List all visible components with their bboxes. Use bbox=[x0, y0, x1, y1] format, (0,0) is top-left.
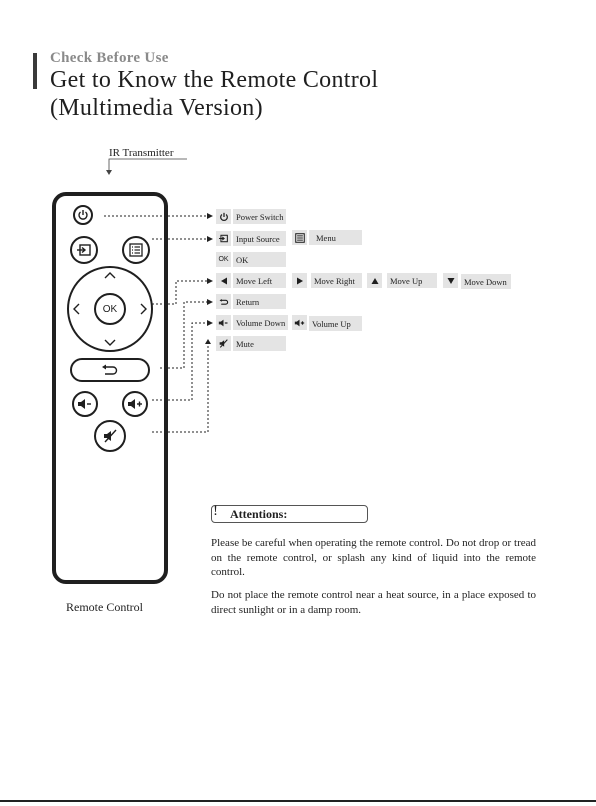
volume-up-icon bbox=[127, 398, 143, 410]
page-title-line2: (Multimedia Version) bbox=[50, 95, 263, 121]
legend-mute-label: Mute bbox=[233, 336, 286, 351]
remote-volume-up-button[interactable] bbox=[122, 391, 148, 417]
legend-menu bbox=[292, 230, 307, 245]
power-icon bbox=[77, 209, 89, 221]
legend-volume-down bbox=[216, 315, 231, 330]
remote-mute-button[interactable] bbox=[94, 420, 126, 452]
footer-rule bbox=[0, 800, 596, 802]
attention-title: Attentions: bbox=[230, 507, 288, 521]
volume-up-icon bbox=[294, 319, 305, 327]
arrow-left-icon bbox=[74, 304, 79, 314]
remote-control-body bbox=[52, 192, 168, 584]
legend-move-right-label: Move Right bbox=[311, 273, 362, 288]
legend-volume-up bbox=[292, 315, 307, 330]
legend-input-source bbox=[216, 231, 231, 246]
power-icon bbox=[219, 212, 229, 222]
remote-ok-button[interactable]: OK bbox=[94, 293, 126, 325]
warning-icon: ! bbox=[213, 503, 218, 519]
mute-icon bbox=[102, 429, 118, 443]
attention-paragraph-1: Please be careful when operating the remote control. Do not drop or tread on the remote control, or splash any kind of liquid into the remote control. bbox=[211, 537, 536, 578]
arrow-down-icon bbox=[105, 340, 115, 345]
return-icon bbox=[219, 298, 229, 306]
legend-volume-down-label: Volume Down bbox=[233, 315, 288, 330]
remote-return-button[interactable] bbox=[70, 358, 150, 382]
arrow-up-icon bbox=[371, 277, 379, 285]
arrow-right-icon bbox=[296, 277, 304, 285]
legend-return-label: Return bbox=[233, 294, 286, 309]
arrow-left-icon bbox=[220, 277, 228, 285]
legend-move-left bbox=[216, 273, 231, 288]
legend-volume-up-label: Volume Up bbox=[309, 316, 362, 331]
legend-power-label: Power Switch bbox=[233, 209, 286, 224]
legend-move-right bbox=[292, 273, 307, 288]
legend-ok-label: OK bbox=[233, 252, 286, 267]
legend-return bbox=[216, 294, 231, 309]
remote-menu-button[interactable] bbox=[122, 236, 150, 264]
remote-power-button[interactable] bbox=[73, 205, 93, 225]
arrow-right-icon bbox=[141, 304, 146, 314]
legend-move-up bbox=[367, 273, 382, 288]
volume-down-icon bbox=[218, 319, 229, 327]
input-source-icon bbox=[218, 234, 229, 243]
attention-paragraph-2: Do not place the remote control near a heat source, in a place exposed to direct sunlight or in a damp room. bbox=[211, 589, 536, 616]
remote-input-source-button[interactable] bbox=[70, 236, 98, 264]
page-title-line1: Get to Know the Remote Control bbox=[50, 67, 379, 93]
legend-mute bbox=[216, 336, 231, 351]
section-title: Check Before Use bbox=[50, 50, 169, 66]
legend-move-down-label: Move Down bbox=[461, 274, 511, 289]
legend-move-left-label: Move Left bbox=[233, 273, 286, 288]
mute-icon bbox=[218, 339, 229, 348]
legend-move-up-label: Move Up bbox=[387, 273, 437, 288]
input-source-icon bbox=[76, 243, 92, 257]
legend-menu-label: Menu bbox=[309, 230, 362, 245]
legend-input-source-label: Input Source bbox=[233, 231, 286, 246]
arrow-up-icon bbox=[105, 273, 115, 278]
return-icon bbox=[101, 364, 119, 376]
volume-down-icon bbox=[77, 398, 93, 410]
legend-ok-icon: OK bbox=[216, 252, 231, 267]
arrow-down-icon bbox=[447, 277, 455, 285]
legend-move-down bbox=[443, 273, 458, 288]
ir-transmitter-label: IR Transmitter bbox=[109, 147, 174, 159]
menu-icon bbox=[129, 243, 143, 257]
remote-caption: Remote Control bbox=[66, 600, 143, 614]
legend-power bbox=[216, 209, 231, 224]
section-marker bbox=[33, 53, 37, 89]
remote-volume-down-button[interactable] bbox=[72, 391, 98, 417]
menu-icon bbox=[295, 233, 305, 243]
